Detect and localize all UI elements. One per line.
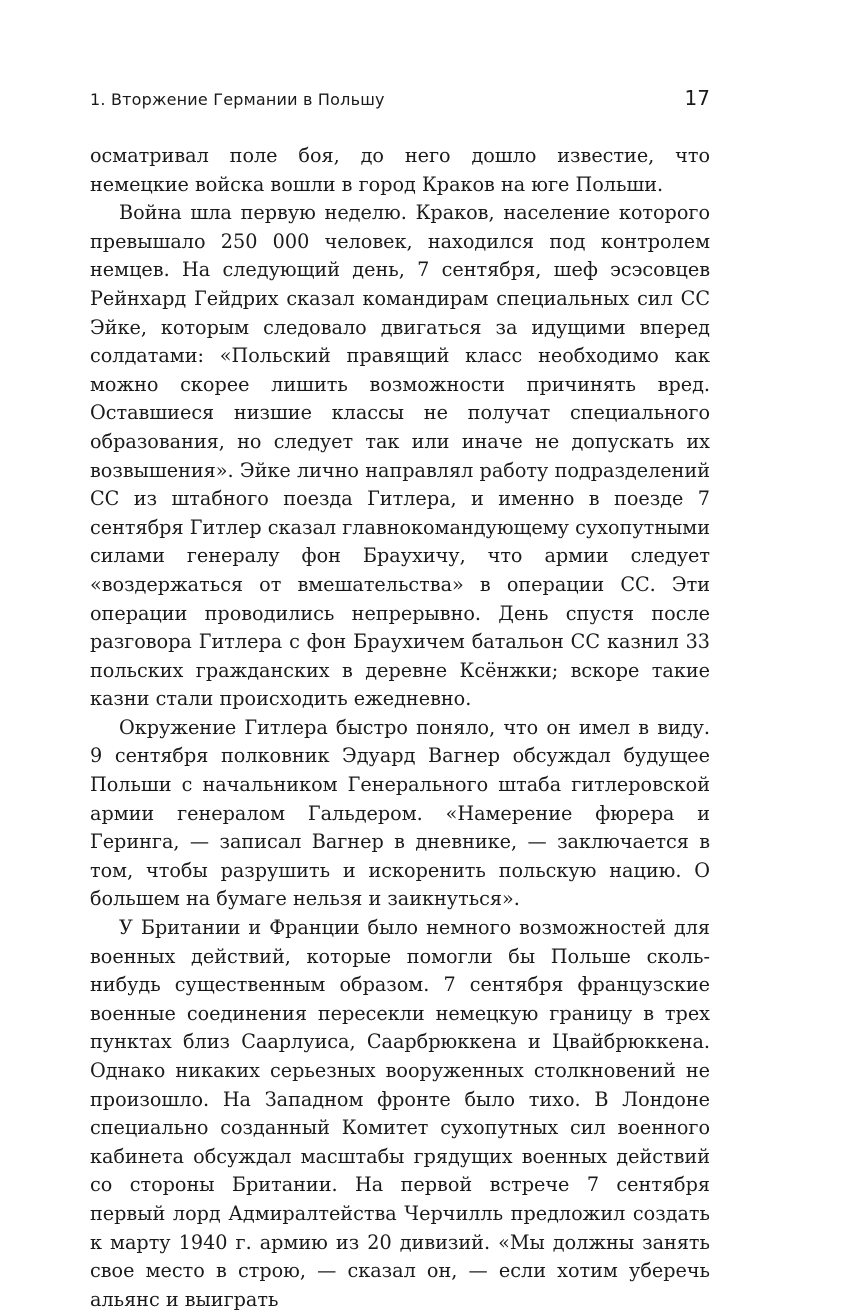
body-text [90,142,710,1314]
paragraph: Война шла первую неделю. Краков, население которого превышало 250 000 человек, находился под контролем немцев. На следующий день, 7 сентября, шеф эсэсовцев Рейнхард Гейдрих сказал командирам специальных сил СС Эйке, которым следовало двигаться за идущими вперед солдатами: «Польский правящий класс необходимо как можно скорее лишить возможности причинять вред. Оставшиеся низшие классы не получат специального образования, но следует так или иначе не допускать их возвышения». Эйке лично направлял работу подразделений СС из штабного поезда Гитлера, и именно в поезде 7 сентября Гитлер сказал главнокомандующему сухопутными силами генералу фон Браухичу, что армии следует «воздержаться от вмешательства» в операции СС. Эти операции проводились непрерывно. День спустя после разговора Гитлера с фон Браухичем батальон СС казнил 33 польских гражданских в деревне Ксёнжки; вскоре такие казни стали происходить ежедневно. [90,201,710,711]
chapter-title: 1. Вторжение Германии в Польшу [90,90,385,109]
paragraph-continuation: осматривал поле боя, до него дошло известие, что немецкие войска вошли в город Краков на юге Польши. [90,144,710,196]
running-head [90,86,710,114]
page-number: 17 [684,86,710,110]
paragraph: Окружение Гитлера быстро поняло, что он имел в виду. 9 сентября полковник Эдуард Вагнер обсуждал будущее Польши с начальником Генерального штаба гитлеровской армии генералом Гальдером. «Намерение фюрера и Геринга, — записал Вагнер в дневнике, — заключается в том, чтобы разрушить и искоренить польскую нацию. О большем на бумаге нельзя и заикнуться». [90,715,710,911]
paragraph: У Британии и Франции было немного возможностей для военных действий, которые помогли бы Польше сколь-нибудь существенным образом. 7 сентября французские военные соединения пересекли немецкую границу в трех пунктах близ Саарлуиса, Саарбрюккена и Цвайбрюккена. Однако никаких серьезных вооруженных столкновений не произошло. На Западном фронте было тихо. В Лондоне специально созданный Комитет сухопутных сил военного кабинета обсуждал масштабы грядущих военных действий со стороны Британии. На первой встрече 7 сентября первый лорд Адмиралтейства Черчилль предложил создать к марту 1940 г. армию из 20 дивизий. «Мы должны занять свое место в строю, — сказал он, — если хотим уберечь альянс и выиграть [90,916,710,1311]
